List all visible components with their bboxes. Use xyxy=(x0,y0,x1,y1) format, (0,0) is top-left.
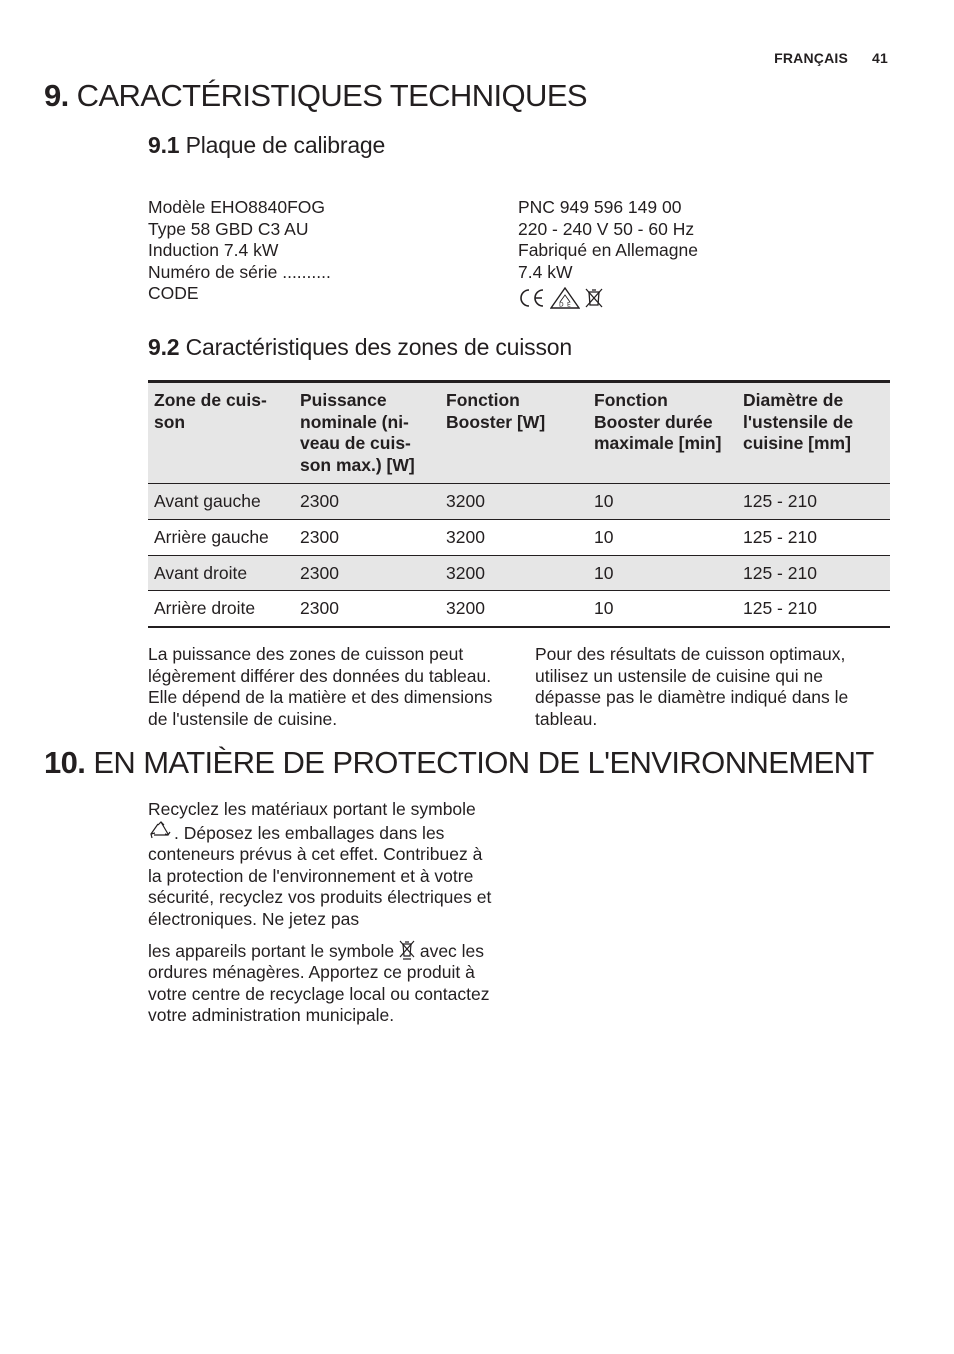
booster-duration-cell: 10 xyxy=(588,519,737,555)
pan-diameter-cell: 125 - 210 xyxy=(737,484,890,520)
column-header-pan-diameter: Diamètre de l'ustensile de cuisine [mm] xyxy=(737,382,890,484)
environment-text-part1: Recyclez les matériaux portant le symbole xyxy=(148,799,476,819)
column-header-zone: Zone de cuis- son xyxy=(148,382,294,484)
pan-diameter-cell: 125 - 210 xyxy=(737,591,890,627)
section-10-number: 10. xyxy=(44,745,86,780)
spec-origin: Fabriqué en Allemagne xyxy=(518,240,698,261)
environment-paragraph xyxy=(148,799,500,1027)
zone-cell: Arrière gauche xyxy=(148,519,294,555)
rating-plate-right xyxy=(518,197,888,309)
table-header-row xyxy=(148,382,890,484)
environment-text-part2: . Déposez les emballages dans les conteneurs prévus à cet effet. Contribuez à la protection de l'environnement et à votre sécurité, recyclez vos produits électriques et électroniques. Ne jetez pas xyxy=(148,822,492,929)
pan-diameter-cell: 125 - 210 xyxy=(737,555,890,591)
environment-text-part4: avec les ordures ménagères. Apportez ce produit à votre centre de recyclage local ou contactez votre administration municipale. xyxy=(148,940,490,1026)
spec-serial: Numéro de série .......... xyxy=(148,261,331,282)
column-header-nominal-power: Puissance nominale (ni- veau de cuis- son max.) [W] xyxy=(294,382,440,484)
subsection-9-2-title xyxy=(148,333,572,361)
booster-duration-cell: 10 xyxy=(588,484,737,520)
language-label: FRANÇAIS xyxy=(774,50,849,66)
subsection-9-2-heading: Caractéristiques des zones de cuisson xyxy=(185,334,572,360)
spec-code: CODE xyxy=(148,283,199,304)
spec-model: Modèle EHO8840FOG xyxy=(148,197,326,217)
nominal-power-cell: 2300 xyxy=(294,591,440,627)
table-row xyxy=(148,484,890,520)
section-10-heading: EN MATIÈRE DE PROTECTION DE L'ENVIRONNEMENT xyxy=(93,745,874,780)
nominal-power-cell: 2300 xyxy=(294,484,440,520)
spec-voltage: 220 - 240 V 50 - 60 Hz xyxy=(518,218,695,239)
rating-plate-left xyxy=(148,197,488,305)
page-number: 41 xyxy=(872,50,888,66)
ce-mark-icon xyxy=(518,288,546,308)
column-header-booster-power: Fonction Booster [W] xyxy=(440,382,588,484)
zone-cell: Avant gauche xyxy=(148,484,294,520)
nominal-power-cell: 2300 xyxy=(294,555,440,591)
note-power-variation: La puissance des zones de cuisson peut légèrement différer des données du tableau. Elle dépend de la matière et des dimensions de l'ustensile de cuisine. xyxy=(148,644,493,729)
table-row xyxy=(148,519,890,555)
subsection-9-1-heading: Plaque de calibrage xyxy=(185,132,386,158)
section-9-heading: CARACTÉRISTIQUES TECHNIQUES xyxy=(76,78,587,113)
page-header xyxy=(774,50,888,66)
weee-bin-icon xyxy=(399,939,415,961)
cooking-zones-table xyxy=(148,380,890,628)
section-9-number: 9. xyxy=(44,78,69,113)
spec-type: Type 58 GBD C3 AU xyxy=(148,218,309,239)
note-pan-diameter: Pour des résultats de cuisson optimaux, utilisez un ustensile de cuisine qui ne dépasse pas le diamètre indiqué dans le tableau. xyxy=(535,644,849,729)
section-9-title xyxy=(44,78,587,114)
table-row xyxy=(148,555,890,591)
weee-bin-icon xyxy=(584,287,604,309)
booster-power-cell: 3200 xyxy=(440,519,588,555)
booster-power-cell: 3200 xyxy=(440,555,588,591)
booster-duration-cell: 10 xyxy=(588,591,737,627)
subsection-9-2-number: 9.2 xyxy=(148,334,180,360)
booster-power-cell: 3200 xyxy=(440,484,588,520)
table-row xyxy=(148,591,890,627)
svg-text:E: E xyxy=(567,301,571,309)
nominal-power-cell: 2300 xyxy=(294,519,440,555)
certification-marks xyxy=(518,287,888,309)
recycle-icon xyxy=(148,821,174,843)
vde-mark-icon xyxy=(550,287,580,309)
environment-text-part3: les appareils portant le symbole xyxy=(148,940,395,961)
spec-induction: Induction 7.4 kW xyxy=(148,240,279,261)
pan-diameter-cell: 125 - 210 xyxy=(737,519,890,555)
booster-power-cell: 3200 xyxy=(440,591,588,627)
svg-text:D: D xyxy=(559,301,564,309)
spec-pnc: PNC 949 596 149 00 xyxy=(518,197,682,217)
zone-cell: Avant droite xyxy=(148,555,294,591)
section-10-title xyxy=(44,745,874,781)
subsection-9-1-title xyxy=(148,131,385,159)
zone-cell: Arrière droite xyxy=(148,591,294,627)
subsection-9-1-number: 9.1 xyxy=(148,132,180,158)
spec-power: 7.4 kW xyxy=(518,261,573,282)
column-header-booster-duration: Fonction Booster durée maximale [min] xyxy=(588,382,737,484)
booster-duration-cell: 10 xyxy=(588,555,737,591)
